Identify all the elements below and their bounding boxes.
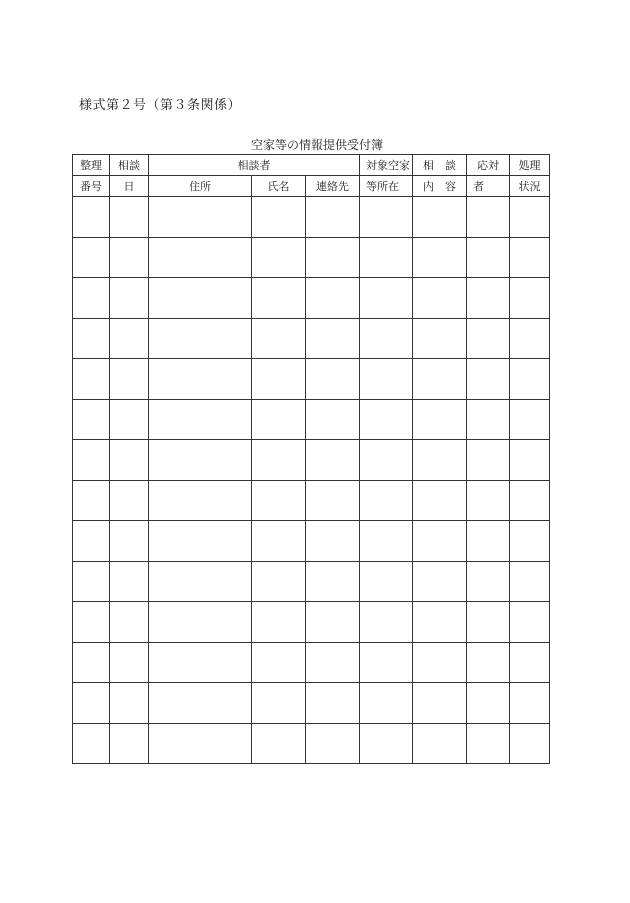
cell-seiri bbox=[73, 480, 110, 521]
ledger-row bbox=[73, 683, 550, 724]
cell-taisho bbox=[360, 642, 413, 683]
cell-naiyo bbox=[413, 399, 467, 440]
ledger-row bbox=[73, 440, 550, 481]
ledger-row bbox=[73, 197, 550, 238]
cell-renrakusaki bbox=[306, 197, 360, 238]
cell-shori bbox=[510, 480, 550, 521]
cell-renrakusaki bbox=[306, 440, 360, 481]
cell-taisho bbox=[360, 480, 413, 521]
cell-taiousha bbox=[467, 561, 510, 602]
cell-naiyo bbox=[413, 440, 467, 481]
cell-sodanbi bbox=[110, 440, 149, 481]
cell-jusho bbox=[149, 683, 252, 724]
cell-jusho bbox=[149, 237, 252, 278]
cell-shori bbox=[510, 561, 550, 602]
cell-jusho bbox=[149, 399, 252, 440]
cell-sodanbi bbox=[110, 278, 149, 319]
cell-seiri bbox=[73, 642, 110, 683]
cell-seiri bbox=[73, 278, 110, 319]
cell-jusho bbox=[149, 359, 252, 400]
cell-taiousha bbox=[467, 278, 510, 319]
cell-renrakusaki bbox=[306, 723, 360, 764]
cell-sodanbi bbox=[110, 723, 149, 764]
header-shori-top: 処理 bbox=[510, 155, 550, 176]
cell-shimei bbox=[252, 399, 306, 440]
cell-sodanbi bbox=[110, 521, 149, 562]
document-title: 空家等の情報提供受付簿 bbox=[250, 138, 383, 152]
cell-seiri bbox=[73, 197, 110, 238]
header-sodanbi-bottom: 日 bbox=[110, 176, 149, 197]
cell-shimei bbox=[252, 440, 306, 481]
ledger-row bbox=[73, 561, 550, 602]
cell-shimei bbox=[252, 683, 306, 724]
cell-taisho bbox=[360, 602, 413, 643]
ledger-row bbox=[73, 318, 550, 359]
cell-shori bbox=[510, 197, 550, 238]
cell-naiyo bbox=[413, 359, 467, 400]
cell-jusho bbox=[149, 197, 252, 238]
header-taiousha-top: 応対 bbox=[467, 155, 510, 176]
cell-taiousha bbox=[467, 723, 510, 764]
cell-shori bbox=[510, 723, 550, 764]
cell-naiyo bbox=[413, 602, 467, 643]
header-renrakusaki: 連絡先 bbox=[306, 176, 360, 197]
cell-shimei bbox=[252, 602, 306, 643]
ledger-row bbox=[73, 359, 550, 400]
reception-ledger-table bbox=[72, 154, 550, 764]
cell-seiri bbox=[73, 683, 110, 724]
cell-jusho bbox=[149, 602, 252, 643]
cell-jusho bbox=[149, 723, 252, 764]
ledger-body bbox=[73, 197, 550, 764]
cell-seiri bbox=[73, 359, 110, 400]
cell-shori bbox=[510, 602, 550, 643]
cell-renrakusaki bbox=[306, 480, 360, 521]
cell-seiri bbox=[73, 440, 110, 481]
cell-shimei bbox=[252, 480, 306, 521]
cell-renrakusaki bbox=[306, 318, 360, 359]
cell-taisho bbox=[360, 278, 413, 319]
cell-jusho bbox=[149, 480, 252, 521]
cell-taisho bbox=[360, 359, 413, 400]
cell-taisho bbox=[360, 683, 413, 724]
cell-renrakusaki bbox=[306, 359, 360, 400]
cell-sodanbi bbox=[110, 683, 149, 724]
cell-shimei bbox=[252, 197, 306, 238]
ledger-row bbox=[73, 521, 550, 562]
cell-taisho bbox=[360, 561, 413, 602]
cell-taisho bbox=[360, 723, 413, 764]
cell-shimei bbox=[252, 521, 306, 562]
cell-jusho bbox=[149, 318, 252, 359]
cell-taisho bbox=[360, 197, 413, 238]
cell-taiousha bbox=[467, 359, 510, 400]
header-seiri-bottom: 番号 bbox=[73, 176, 110, 197]
cell-seiri bbox=[73, 602, 110, 643]
header-naiyo-top: 相 談 bbox=[413, 155, 467, 176]
cell-naiyo bbox=[413, 237, 467, 278]
cell-shori bbox=[510, 278, 550, 319]
cell-naiyo bbox=[413, 318, 467, 359]
ledger-row bbox=[73, 480, 550, 521]
cell-taisho bbox=[360, 237, 413, 278]
cell-taiousha bbox=[467, 197, 510, 238]
cell-sodanbi bbox=[110, 642, 149, 683]
ledger-row bbox=[73, 399, 550, 440]
cell-jusho bbox=[149, 278, 252, 319]
cell-taisho bbox=[360, 521, 413, 562]
header-shori-bottom: 状況 bbox=[510, 176, 550, 197]
ledger-row bbox=[73, 723, 550, 764]
cell-taiousha bbox=[467, 642, 510, 683]
header-row-2 bbox=[73, 176, 550, 197]
cell-renrakusaki bbox=[306, 237, 360, 278]
cell-naiyo bbox=[413, 278, 467, 319]
cell-taiousha bbox=[467, 521, 510, 562]
cell-sodanbi bbox=[110, 399, 149, 440]
cell-taiousha bbox=[467, 480, 510, 521]
cell-taiousha bbox=[467, 318, 510, 359]
cell-shori bbox=[510, 521, 550, 562]
header-taiousha-bottom: 者 bbox=[467, 176, 510, 197]
cell-sodanbi bbox=[110, 197, 149, 238]
cell-shimei bbox=[252, 723, 306, 764]
cell-jusho bbox=[149, 561, 252, 602]
cell-sodanbi bbox=[110, 237, 149, 278]
cell-shimei bbox=[252, 278, 306, 319]
cell-taiousha bbox=[467, 683, 510, 724]
cell-jusho bbox=[149, 440, 252, 481]
cell-renrakusaki bbox=[306, 642, 360, 683]
cell-renrakusaki bbox=[306, 561, 360, 602]
cell-shori bbox=[510, 399, 550, 440]
cell-jusho bbox=[149, 642, 252, 683]
cell-jusho bbox=[149, 521, 252, 562]
cell-taiousha bbox=[467, 399, 510, 440]
cell-shori bbox=[510, 318, 550, 359]
cell-renrakusaki bbox=[306, 602, 360, 643]
cell-seiri bbox=[73, 237, 110, 278]
cell-sodanbi bbox=[110, 318, 149, 359]
cell-taisho bbox=[360, 440, 413, 481]
cell-sodanbi bbox=[110, 602, 149, 643]
cell-seiri bbox=[73, 561, 110, 602]
cell-shimei bbox=[252, 642, 306, 683]
cell-shori bbox=[510, 237, 550, 278]
cell-shori bbox=[510, 683, 550, 724]
ledger-row bbox=[73, 278, 550, 319]
cell-renrakusaki bbox=[306, 399, 360, 440]
cell-seiri bbox=[73, 723, 110, 764]
cell-taisho bbox=[360, 399, 413, 440]
ledger-row bbox=[73, 237, 550, 278]
cell-naiyo bbox=[413, 642, 467, 683]
cell-naiyo bbox=[413, 561, 467, 602]
cell-sodanbi bbox=[110, 480, 149, 521]
cell-naiyo bbox=[413, 723, 467, 764]
ledger-row bbox=[73, 602, 550, 643]
header-jusho: 住所 bbox=[149, 176, 252, 197]
header-row-1 bbox=[73, 155, 550, 176]
header-sodansha: 相談者 bbox=[149, 155, 360, 176]
form-number-label: 様式第２号（第３条関係） bbox=[79, 98, 242, 113]
cell-taiousha bbox=[467, 440, 510, 481]
cell-sodanbi bbox=[110, 561, 149, 602]
cell-taiousha bbox=[467, 237, 510, 278]
cell-seiri bbox=[73, 521, 110, 562]
cell-naiyo bbox=[413, 197, 467, 238]
cell-naiyo bbox=[413, 521, 467, 562]
header-shimei: 氏名 bbox=[252, 176, 306, 197]
header-naiyo-bottom: 内 容 bbox=[413, 176, 467, 197]
cell-naiyo bbox=[413, 480, 467, 521]
cell-renrakusaki bbox=[306, 278, 360, 319]
cell-shimei bbox=[252, 318, 306, 359]
header-seiri-top: 整理 bbox=[73, 155, 110, 176]
header-taisho-bottom: 等所在 bbox=[360, 176, 413, 197]
cell-shimei bbox=[252, 359, 306, 400]
cell-shimei bbox=[252, 561, 306, 602]
cell-shori bbox=[510, 440, 550, 481]
cell-naiyo bbox=[413, 683, 467, 724]
header-taisho-top: 対象空家 bbox=[360, 155, 413, 176]
cell-taisho bbox=[360, 318, 413, 359]
cell-taiousha bbox=[467, 602, 510, 643]
cell-sodanbi bbox=[110, 359, 149, 400]
cell-seiri bbox=[73, 399, 110, 440]
cell-seiri bbox=[73, 318, 110, 359]
cell-renrakusaki bbox=[306, 683, 360, 724]
cell-shori bbox=[510, 642, 550, 683]
ledger-row bbox=[73, 642, 550, 683]
cell-shori bbox=[510, 359, 550, 400]
header-sodanbi-top: 相談 bbox=[110, 155, 149, 176]
cell-shimei bbox=[252, 237, 306, 278]
cell-renrakusaki bbox=[306, 521, 360, 562]
